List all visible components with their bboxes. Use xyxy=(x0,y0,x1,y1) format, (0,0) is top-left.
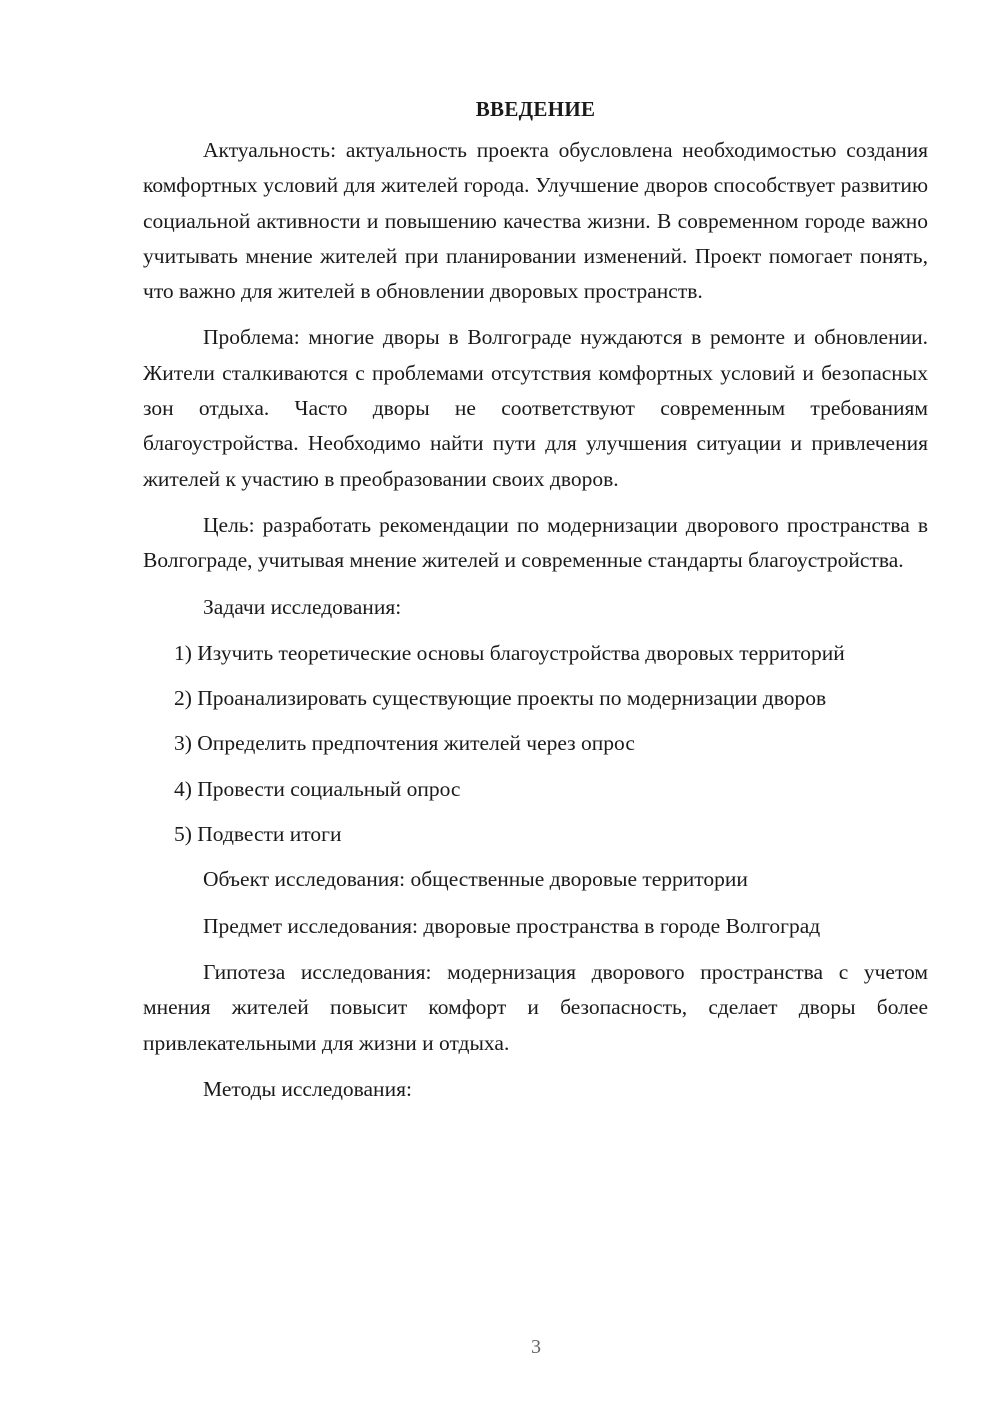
research-methods-paragraph: Методы исследования: xyxy=(203,1076,412,1101)
task-item: 5) Подвести итоги xyxy=(174,822,342,847)
problem-paragraph: Проблема: многие дворы в Волгограде нуждаются в ремонте и обновлении. Жители сталкиваются с проблемами отсутствия комфортных условий и безопасных зон отдыха. Часто дворы не соответствуют современным требованиям благоустройства. Необходимо найти пути для улучшения ситуации и привлечения жителей к участию в преобразовании своих дворов. xyxy=(143,325,928,491)
section-title: ВВЕДЕНИЕ xyxy=(475,97,596,121)
relevance-paragraph: Актуальность: актуальность проекта обусловлена необходимостью создания комфортных условий для жителей города. Улучшение дворов способствует развитию социальной активности и повышению качества жизни. В современном городе важно учитывать мнение жителей при планировании изменений. Проект помогает понять, что важно для жителей в обновлении дворовых пространств. xyxy=(143,138,928,304)
document-page xyxy=(143,92,928,1118)
task-item: 1) Изучить теоретические основы благоустройства дворовых территорий xyxy=(174,640,845,665)
research-object-paragraph: Объект исследования: общественные дворовые территории xyxy=(203,867,748,892)
tasks-heading: Задачи исследования: xyxy=(203,594,402,619)
research-hypothesis-paragraph: Гипотеза исследования: модернизация дворового пространства с учетом мнения жителей повысит комфорт и безопасность, сделает дворы более привлекательными для жизни и отдыха. xyxy=(143,959,928,1055)
goal-paragraph: Цель: разработать рекомендации по модернизации дворового пространства в Волгограде, учитывая мнение жителей и современные стандарты благоустройства. xyxy=(143,512,928,573)
task-item: 2) Проанализировать существующие проекты по модернизации дворов xyxy=(174,686,827,711)
research-subject-paragraph: Предмет исследования: дворовые пространства в городе Волгоград xyxy=(203,913,821,938)
task-item: 3) Определить предпочтения жителей через опрос xyxy=(174,731,635,756)
task-item: 4) Провести социальный опрос xyxy=(174,776,461,801)
page-number: 3 xyxy=(531,1336,541,1358)
